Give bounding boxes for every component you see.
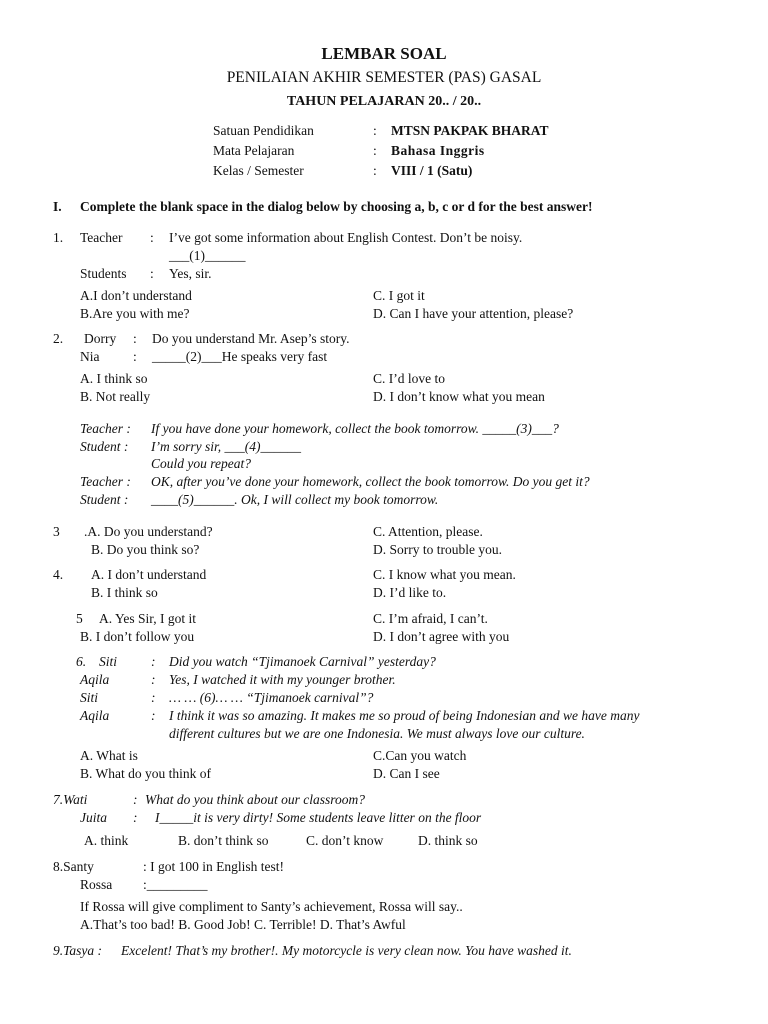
dialog-blank: :_________ (143, 877, 208, 892)
question-number: 3 (53, 524, 60, 539)
speaker: Students (80, 266, 127, 281)
colon: : (150, 230, 154, 245)
dialog-line: If you have done your homework, collect the book tomorrow. _____(3)___? (151, 421, 559, 436)
academic-year: TAHUN PELAJARAN 20.. / 20.. (286, 94, 482, 109)
speaker: Siti (99, 654, 118, 669)
dialog-line: Excelent! That’s my brother!. My motorcycle is very clean now. You have washed it. (121, 943, 572, 958)
speaker: Student : (80, 439, 129, 454)
option-d: D. I don’t agree with you (373, 629, 510, 644)
dialog-line: I think it was so amazing. It makes me so proud of being Indonesian and we have many (169, 708, 640, 723)
speaker: Nia (80, 349, 100, 364)
question-number: 4. (53, 567, 64, 582)
speaker: Teacher : (80, 421, 131, 436)
option-d: D. Sorry to trouble you. (373, 542, 502, 557)
option-c: C. I know what you mean. (373, 567, 516, 582)
colon: : (150, 266, 154, 281)
dialog-line: I_____it is very dirty! Some students leave litter on the floor (155, 810, 482, 825)
colon: : (133, 810, 138, 825)
info-colon: : (373, 163, 377, 178)
option-a: A. I think so (80, 371, 148, 386)
info-value: Bahasa Inggris (391, 143, 485, 158)
option-c: C. I’m afraid, I can’t. (373, 611, 488, 626)
option-c: C. Attention, please. (373, 524, 483, 539)
page-title: LEMBAR SOAL (321, 44, 447, 63)
speaker: Teacher : (80, 474, 131, 489)
option-a: .A. Do you understand? (84, 524, 213, 539)
dialog-line: Do you understand Mr. Asep’s story. (152, 331, 350, 346)
option-d: D. I don’t know what you mean (373, 389, 545, 404)
option-b: B. What do you think of (80, 766, 211, 781)
colon: : (133, 331, 137, 346)
question-number: 5 (76, 611, 83, 626)
colon: : (151, 708, 156, 723)
dialog-line: ____(5)______. Ok, I will collect my book tomorrow. (151, 492, 439, 507)
question-number: 1. (53, 230, 64, 245)
option-d: D. think so (418, 833, 478, 848)
dialog-line: _____(2)___He speaks very fast (152, 349, 328, 364)
option-a: A.I don’t understand (80, 288, 192, 303)
dialog-line: : I got 100 in English test! (143, 859, 284, 874)
speaker: Rossa (80, 877, 113, 892)
option-a: A. think (84, 833, 129, 848)
speaker: 8.Santy (53, 859, 94, 874)
option-c: C. don’t know (306, 833, 384, 848)
option-a: A. Yes Sir, I got it (99, 611, 196, 626)
dialog-line: Yes, I watched it with my younger brother. (169, 672, 396, 687)
option-d: D. Can I have your attention, please? (373, 306, 574, 321)
info-label: Kelas / Semester (213, 163, 304, 178)
question-number: 2. (53, 331, 64, 346)
option-b: B. Not really (80, 389, 151, 404)
option-b: B. don’t think so (178, 833, 269, 848)
dialog-line: I’m sorry sir, ___(4)______ (151, 439, 301, 454)
info-label: Mata Pelajaran (213, 143, 295, 158)
speaker: Teacher (80, 230, 123, 245)
question-number: 6. (76, 654, 87, 669)
option-a: A. I don’t understand (91, 567, 207, 582)
speaker: Dorry (84, 331, 117, 346)
colon: : (133, 792, 138, 807)
info-label: Satuan Pendidikan (213, 123, 314, 138)
option-b: B. Do you think so? (91, 542, 200, 557)
dialog-blank: ___(1)______ (169, 248, 246, 263)
option-b: B. I don’t follow you (80, 629, 195, 644)
colon: : (133, 349, 137, 364)
section-instruction: Complete the blank space in the dialog below by choosing a, b, c or d for the best answer! (80, 199, 593, 214)
dialog-line: I’ve got some information about English Contest. Don’t be noisy. (169, 230, 523, 245)
option-b: B. I think so (91, 585, 158, 600)
speaker: Juita (80, 810, 107, 825)
exam-subtitle: PENILAIAN AKHIR SEMESTER (PAS) GASAL (226, 69, 542, 86)
info-colon: : (373, 143, 377, 158)
option-a: A. What is (80, 748, 138, 763)
speaker: 9.Tasya : (53, 943, 103, 958)
options-line: A.That’s too bad! B. Good Job! C. Terrible! D. That’s Awful (80, 917, 406, 932)
speaker: Aqila (80, 708, 110, 723)
dialog-line: What do you think about our classroom? (145, 792, 365, 807)
speaker: Student : (80, 492, 129, 507)
option-d: D. I’d like to. (373, 585, 447, 600)
dialog-line: OK, after you’ve done your homework, collect the book tomorrow. Do you get it? (151, 474, 590, 489)
colon: : (151, 690, 156, 705)
dialog-line: Could you repeat? (151, 456, 251, 471)
colon: : (151, 654, 156, 669)
option-c: C. I got it (373, 288, 425, 303)
option-b: B.Are you with me? (80, 306, 190, 321)
option-d: D. Can I see (373, 766, 440, 781)
dialog-line: different cultures but we are one Indonesia. We must always love our culture. (169, 726, 585, 741)
speaker: Siti (80, 690, 99, 705)
dialog-line: … … (6)… … “Tjimanoek carnival”? (169, 690, 374, 705)
dialog-line: Did you watch “Tjimanoek Carnival” yesterday? (169, 654, 436, 669)
dialog-line: Yes, sir. (169, 266, 212, 281)
info-value: MTSN PAKPAK BHARAT (391, 123, 549, 138)
colon: : (151, 672, 156, 687)
speaker: 7.Wati (53, 792, 88, 807)
info-colon: : (373, 123, 377, 138)
option-c: C. I’d love to (373, 371, 445, 386)
speaker: Aqila (80, 672, 110, 687)
info-value: VIII / 1 (Satu) (391, 163, 473, 178)
question-prompt: If Rossa will give compliment to Santy’s achievement, Rossa will say.. (80, 899, 463, 914)
section-number: I. (53, 199, 62, 214)
option-c: C.Can you watch (373, 748, 467, 763)
